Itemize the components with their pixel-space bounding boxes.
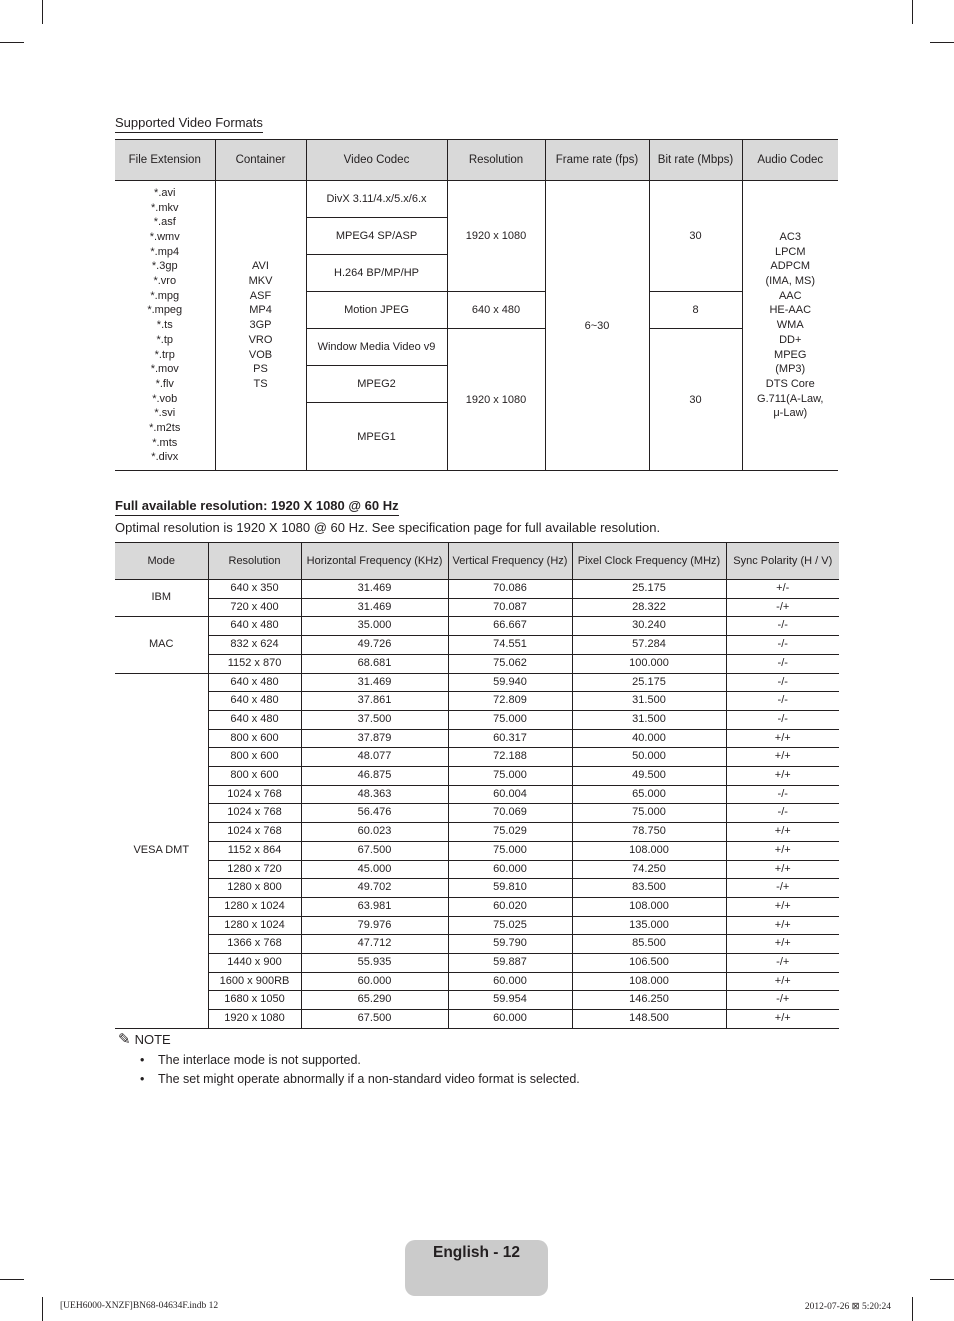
table-row	[115, 841, 839, 860]
file-extension-list	[115, 181, 215, 471]
horizontal-frequency-cell: 65.290	[301, 991, 448, 1010]
bit-rate-cell: 30	[649, 329, 742, 471]
table-row	[115, 991, 839, 1010]
pixel-clock-cell: 148.500	[572, 1010, 726, 1029]
sync-polarity-cell: +/+	[726, 841, 839, 860]
resolution-cell: 1024 x 768	[208, 804, 301, 823]
vertical-frequency-cell: 60.317	[448, 729, 572, 748]
resolution-cell: 1600 x 900RB	[208, 972, 301, 991]
list-item: AAC	[778, 289, 802, 302]
crop-mark	[930, 42, 954, 43]
table-row	[115, 823, 839, 842]
footer-timestamp: 2012-07-26 ⊠ 5:20:24	[804, 1302, 891, 1312]
pixel-clock-cell: 30.240	[572, 617, 726, 636]
pixel-clock-cell: 40.000	[572, 729, 726, 748]
vertical-frequency-cell: 59.954	[448, 991, 572, 1010]
crop-mark	[912, 1297, 913, 1321]
list-item: *.mov	[150, 363, 179, 376]
note-section	[118, 1032, 580, 1088]
horizontal-frequency-cell: 37.500	[301, 710, 448, 729]
sync-polarity-cell: -/-	[726, 673, 839, 692]
table-row	[115, 804, 839, 823]
pixel-clock-cell: 106.500	[572, 954, 726, 973]
sync-polarity-cell: +/+	[726, 972, 839, 991]
resolution-cell: 1280 x 1024	[208, 897, 301, 916]
vertical-frequency-cell: 70.087	[448, 598, 572, 617]
list-item: *.3gp	[151, 260, 178, 273]
sync-polarity-cell: +/-	[726, 580, 839, 599]
table-row	[115, 598, 839, 617]
horizontal-frequency-cell: 49.726	[301, 636, 448, 655]
pixel-clock-cell: 31.500	[572, 710, 726, 729]
column-header: Video Codec	[306, 140, 447, 181]
table-row	[115, 935, 839, 954]
resolution-cell: 1024 x 768	[208, 785, 301, 804]
horizontal-frequency-cell: 67.500	[301, 841, 448, 860]
pixel-clock-cell: 108.000	[572, 841, 726, 860]
sync-polarity-cell: +/+	[726, 916, 839, 935]
resolution-cell: 1920 x 1080	[447, 181, 545, 292]
table-row	[115, 860, 839, 879]
mode-cell: VESA DMT	[115, 673, 208, 1028]
resolution-cell: 1680 x 1050	[208, 991, 301, 1010]
resolution-table-body	[115, 580, 839, 1029]
list-item: TS	[253, 377, 268, 390]
resolution-cell: 1366 x 768	[208, 935, 301, 954]
horizontal-frequency-cell: 31.469	[301, 673, 448, 692]
container-list	[215, 181, 306, 471]
list-item: μ-Law)	[773, 407, 808, 420]
sync-polarity-cell: -/-	[726, 617, 839, 636]
note-label: NOTE	[134, 1032, 171, 1047]
horizontal-frequency-cell: 60.000	[301, 972, 448, 991]
horizontal-frequency-cell: 48.077	[301, 748, 448, 767]
list-item	[118, 1051, 580, 1070]
horizontal-frequency-cell: 60.023	[301, 823, 448, 842]
list-item: DD+	[779, 333, 802, 346]
resolution-cell: 1440 x 900	[208, 954, 301, 973]
table-row	[115, 692, 839, 711]
crop-mark	[930, 1279, 954, 1280]
table-row	[115, 673, 839, 692]
vertical-frequency-cell: 60.000	[448, 860, 572, 879]
pixel-clock-cell: 25.175	[572, 673, 726, 692]
video-codec-cell: MPEG4 SP/ASP	[306, 218, 447, 255]
horizontal-frequency-cell: 31.469	[301, 598, 448, 617]
horizontal-frequency-cell: 47.712	[301, 935, 448, 954]
video-codec-cell: MPEG2	[306, 366, 447, 403]
full-resolution-title: Full available resolution: 1920 X 1080 @ 60 Hz	[115, 498, 399, 516]
vertical-frequency-cell: 66.667	[448, 617, 572, 636]
horizontal-frequency-cell: 55.935	[301, 954, 448, 973]
list-item: *.divx	[151, 451, 179, 464]
table-row	[115, 879, 839, 898]
sync-polarity-cell: -/+	[726, 879, 839, 898]
vertical-frequency-cell: 59.790	[448, 935, 572, 954]
sync-polarity-cell: -/-	[726, 785, 839, 804]
note-text: The set might operate abnormally if a non-standard video format is selected.	[158, 1071, 580, 1086]
vertical-frequency-cell: 60.000	[448, 1010, 572, 1029]
vertical-frequency-cell: 70.086	[448, 580, 572, 599]
pencil-icon: ✎	[118, 1030, 131, 1048]
list-item: MP4	[249, 304, 272, 317]
list-item: DTS Core	[765, 377, 815, 390]
pixel-clock-cell: 31.500	[572, 692, 726, 711]
table-row	[115, 916, 839, 935]
vertical-frequency-cell: 75.062	[448, 654, 572, 673]
vertical-frequency-cell: 75.000	[448, 710, 572, 729]
table-row	[115, 897, 839, 916]
list-item: (MP3)	[775, 363, 806, 376]
pixel-clock-cell: 74.250	[572, 860, 726, 879]
resolution-cell: 800 x 600	[208, 729, 301, 748]
vertical-frequency-cell: 72.188	[448, 748, 572, 767]
list-item: PS	[253, 363, 268, 376]
table-row	[115, 710, 839, 729]
column-header: Resolution	[447, 140, 545, 181]
vertical-frequency-cell: 60.020	[448, 897, 572, 916]
vertical-frequency-cell: 59.810	[448, 879, 572, 898]
sync-polarity-cell: -/-	[726, 710, 839, 729]
table-row	[115, 954, 839, 973]
vertical-frequency-cell: 59.887	[448, 954, 572, 973]
resolution-cell: 1024 x 768	[208, 823, 301, 842]
pixel-clock-cell: 108.000	[572, 897, 726, 916]
crop-mark	[912, 0, 913, 24]
page-number-label: English - 12	[433, 1244, 520, 1261]
pixel-clock-cell: 85.500	[572, 935, 726, 954]
horizontal-frequency-cell: 45.000	[301, 860, 448, 879]
vertical-frequency-cell: 74.551	[448, 636, 572, 655]
horizontal-frequency-cell: 56.476	[301, 804, 448, 823]
vertical-frequency-cell: 60.000	[448, 972, 572, 991]
resolution-cell: 800 x 600	[208, 767, 301, 786]
pixel-clock-cell: 57.284	[572, 636, 726, 655]
horizontal-frequency-cell: 31.469	[301, 580, 448, 599]
vertical-frequency-cell: 75.000	[448, 767, 572, 786]
sync-polarity-cell: -/-	[726, 654, 839, 673]
list-item: *.mpeg	[147, 304, 183, 317]
pixel-clock-cell: 75.000	[572, 804, 726, 823]
sync-polarity-cell: +/+	[726, 860, 839, 879]
list-item: VOB	[248, 348, 273, 361]
frame-rate-cell: 6~30	[545, 181, 649, 471]
list-item: VRO	[248, 333, 273, 346]
sync-polarity-cell: +/+	[726, 1010, 839, 1029]
list-item: *.svi	[154, 407, 176, 420]
list-item: *.ts	[156, 319, 173, 332]
list-item: *.flv	[155, 377, 174, 390]
vertical-frequency-cell: 60.004	[448, 785, 572, 804]
sync-polarity-cell: -/-	[726, 804, 839, 823]
table-row	[115, 785, 839, 804]
column-header: Bit rate (Mbps)	[649, 140, 742, 181]
list-item: HE-AAC	[769, 304, 812, 317]
table-row	[115, 767, 839, 786]
crop-mark	[0, 42, 24, 43]
sync-polarity-cell: -/+	[726, 991, 839, 1010]
pixel-clock-cell: 135.000	[572, 916, 726, 935]
bullet-icon: •	[140, 1053, 145, 1067]
table-row	[115, 636, 839, 655]
sync-polarity-cell: +/+	[726, 767, 839, 786]
audio-codec-list	[742, 181, 838, 471]
resolution-cell: 1152 x 870	[208, 654, 301, 673]
pixel-clock-cell: 65.000	[572, 785, 726, 804]
resolution-cell: 1280 x 1024	[208, 916, 301, 935]
pixel-clock-cell: 50.000	[572, 748, 726, 767]
horizontal-frequency-cell: 48.363	[301, 785, 448, 804]
resolution-cell: 640 x 480	[447, 292, 545, 329]
horizontal-frequency-cell: 79.976	[301, 916, 448, 935]
video-codec-cell: Motion JPEG	[306, 292, 447, 329]
list-item: *.vro	[153, 275, 177, 288]
pixel-clock-cell: 108.000	[572, 972, 726, 991]
table-row	[115, 617, 839, 636]
list-item: LPCM	[774, 245, 806, 258]
column-header: Pixel Clock Frequency (MHz)	[572, 543, 726, 580]
column-header: Horizontal Frequency (KHz)	[301, 543, 448, 580]
mode-cell: MAC	[115, 617, 208, 673]
column-header: Sync Polarity (H / V)	[726, 543, 839, 580]
note-list	[118, 1051, 580, 1088]
pixel-clock-cell: 78.750	[572, 823, 726, 842]
resolution-cell: 640 x 350	[208, 580, 301, 599]
list-item: *.vob	[152, 392, 178, 405]
note-text: The interlace mode is not supported.	[158, 1053, 361, 1067]
sync-polarity-cell: +/+	[726, 748, 839, 767]
crop-mark	[0, 1279, 24, 1280]
list-item: ADPCM	[770, 260, 811, 273]
supported-video-formats-title: Supported Video Formats	[115, 115, 263, 133]
column-header: Mode	[115, 543, 208, 580]
list-item: *.avi	[154, 186, 176, 199]
pixel-clock-cell: 83.500	[572, 879, 726, 898]
video-codec-cell: H.264 BP/MP/HP	[306, 255, 447, 292]
list-item: *.wmv	[149, 230, 180, 243]
video-codec-cell: MPEG1	[306, 403, 447, 471]
bullet-icon: •	[140, 1071, 145, 1086]
list-item: 3GP	[249, 319, 272, 332]
horizontal-frequency-cell: 37.861	[301, 692, 448, 711]
sync-polarity-cell: +/+	[726, 823, 839, 842]
sync-polarity-cell: +/+	[726, 729, 839, 748]
column-header: Resolution	[208, 543, 301, 580]
vertical-frequency-cell: 59.940	[448, 673, 572, 692]
pixel-clock-cell: 49.500	[572, 767, 726, 786]
bit-rate-cell: 30	[649, 181, 742, 292]
resolution-cell: 1280 x 720	[208, 860, 301, 879]
column-header: Vertical Frequency (Hz)	[448, 543, 572, 580]
list-item	[118, 1070, 580, 1089]
table-header-row	[115, 140, 838, 181]
list-item: *.tp	[156, 333, 173, 346]
column-header: File Extension	[115, 140, 215, 181]
list-item: *.m2ts	[149, 422, 181, 435]
horizontal-frequency-cell: 46.875	[301, 767, 448, 786]
sync-polarity-cell: -/-	[726, 692, 839, 711]
list-item: MPEG	[774, 348, 807, 361]
optimal-resolution-note: Optimal resolution is 1920 X 1080 @ 60 Hz. See specification page for full available resolution.	[115, 520, 661, 535]
bit-rate-cell: 8	[649, 292, 742, 329]
video-formats-table	[115, 139, 838, 471]
resolution-cell: 720 x 400	[208, 598, 301, 617]
pixel-clock-cell: 25.175	[572, 580, 726, 599]
horizontal-frequency-cell: 37.879	[301, 729, 448, 748]
list-item: ASF	[249, 289, 272, 302]
list-item: WMA	[776, 319, 804, 332]
list-item: *.mp4	[150, 245, 180, 258]
table-row	[115, 181, 838, 218]
resolution-table	[115, 542, 839, 1029]
sync-polarity-cell: +/+	[726, 897, 839, 916]
resolution-cell: 640 x 480	[208, 710, 301, 729]
table-row	[115, 748, 839, 767]
crop-mark	[42, 0, 43, 24]
list-item: *.mkv	[151, 201, 179, 214]
mode-cell: IBM	[115, 580, 208, 617]
list-item: G.711(A-Law,	[757, 392, 824, 405]
pixel-clock-cell: 146.250	[572, 991, 726, 1010]
pixel-clock-cell: 28.322	[572, 598, 726, 617]
list-item: (IMA, MS)	[765, 275, 815, 288]
resolution-cell: 832 x 624	[208, 636, 301, 655]
resolution-cell: 640 x 480	[208, 692, 301, 711]
column-header: Frame rate (fps)	[545, 140, 649, 181]
resolution-cell: 1152 x 864	[208, 841, 301, 860]
table-row	[115, 1010, 839, 1029]
crop-mark	[42, 1297, 43, 1321]
horizontal-frequency-cell: 67.500	[301, 1010, 448, 1029]
horizontal-frequency-cell: 49.702	[301, 879, 448, 898]
vertical-frequency-cell: 70.069	[448, 804, 572, 823]
list-item: AC3	[779, 230, 801, 243]
horizontal-frequency-cell: 63.981	[301, 897, 448, 916]
column-header: Audio Codec	[742, 140, 838, 181]
table-row	[115, 729, 839, 748]
list-item: MKV	[248, 275, 273, 288]
list-item: *.mts	[152, 436, 178, 449]
horizontal-frequency-cell: 68.681	[301, 654, 448, 673]
resolution-cell: 640 x 480	[208, 673, 301, 692]
footer-file-info: [UEH6000-XNZF]BN68-04634F.indb 12	[60, 1301, 219, 1311]
resolution-cell: 1280 x 800	[208, 879, 301, 898]
sync-polarity-cell: -/+	[726, 954, 839, 973]
list-item: *.trp	[154, 348, 175, 361]
video-codec-cell: Window Media Video v9	[306, 329, 447, 366]
note-header	[118, 1032, 580, 1047]
sync-polarity-cell: +/+	[726, 935, 839, 954]
table-row	[115, 654, 839, 673]
vertical-frequency-cell: 75.029	[448, 823, 572, 842]
list-item: *.mpg	[150, 289, 180, 302]
resolution-cell: 640 x 480	[208, 617, 301, 636]
list-item: AVI	[252, 260, 269, 273]
table-row	[115, 972, 839, 991]
list-item: *.asf	[153, 216, 176, 229]
table-header-row	[115, 543, 839, 580]
table-row	[115, 580, 839, 599]
resolution-cell: 1920 x 1080	[447, 329, 545, 471]
sync-polarity-cell: -/-	[726, 636, 839, 655]
vertical-frequency-cell: 72.809	[448, 692, 572, 711]
sync-polarity-cell: -/+	[726, 598, 839, 617]
resolution-cell: 800 x 600	[208, 748, 301, 767]
vertical-frequency-cell: 75.000	[448, 841, 572, 860]
horizontal-frequency-cell: 35.000	[301, 617, 448, 636]
resolution-cell: 1920 x 1080	[208, 1010, 301, 1029]
column-header: Container	[215, 140, 306, 181]
pixel-clock-cell: 100.000	[572, 654, 726, 673]
vertical-frequency-cell: 75.025	[448, 916, 572, 935]
video-codec-cell: DivX 3.11/4.x/5.x/6.x	[306, 181, 447, 218]
